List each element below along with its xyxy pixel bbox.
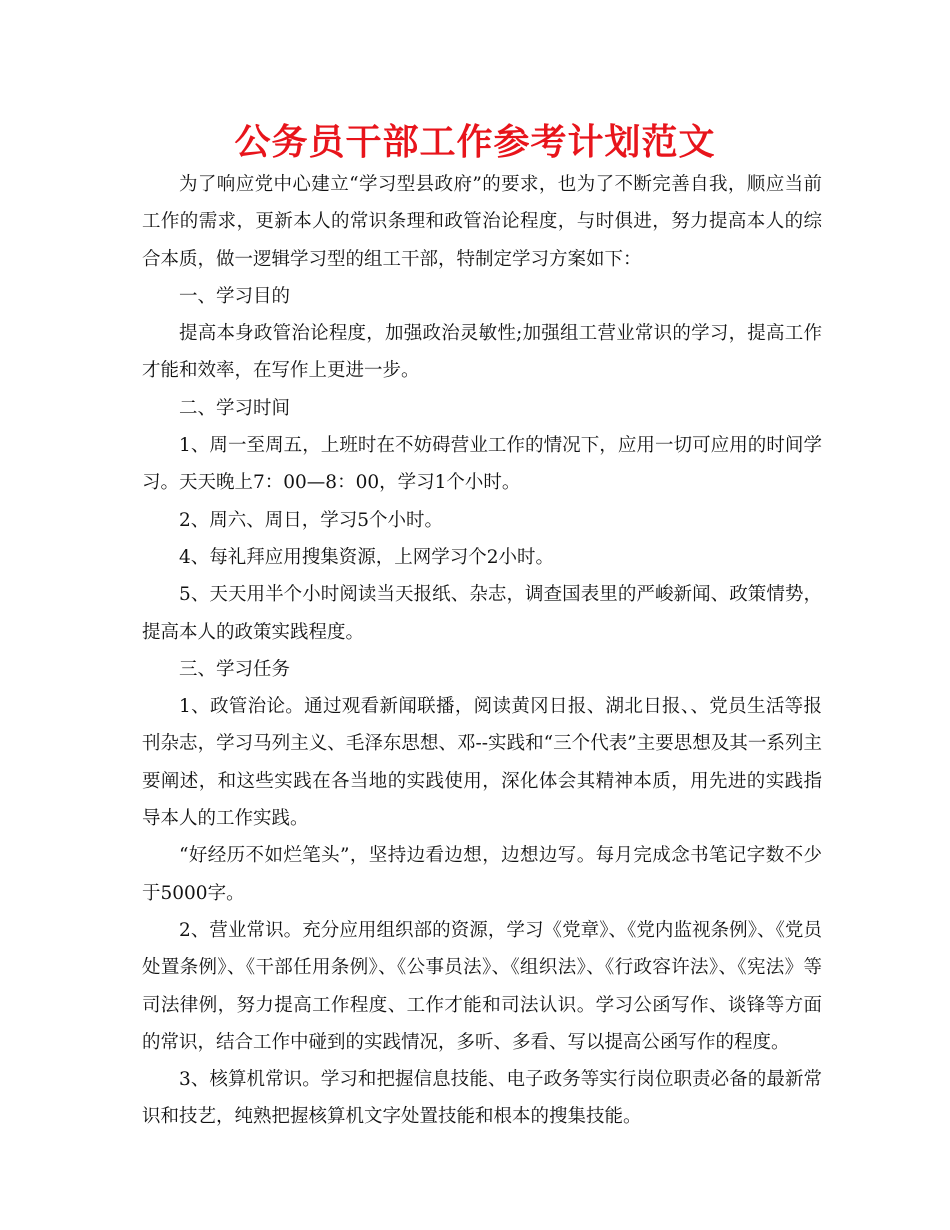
paragraph-task-2: 2、营业常识。充分应用组织部的资源，学习《党章》、《党内监视条例》、《党员处置条例》、《干部任用条例》、《公事员法》、《组织法》、《行政容许法》、《宪法》等司法律例，努力提高工作程度、工作才能和司法认识。学习公函写作、谈锋等方面的常识，结合工作中碰到的实践情况，多听、多看、写以提高公函写作的程度。: [142, 919, 822, 1053]
paragraph-task-notes: “好经历不如烂笔头”，坚持边看边想，边想边写。每月完成念书笔记字数不少于5000字。: [142, 845, 822, 904]
paragraph-time-4: 4、每礼拜应用搜集资源，上网学习个2小时。: [179, 546, 555, 568]
paragraph-time-5: 5、天天用半个小时阅读当天报纸、杂志，调查国表里的严峻新闻、政策情势，提高本人的政策实践程度。: [142, 584, 822, 643]
document-body: [142, 166, 822, 1136]
heading-goal: 一、学习目的: [179, 285, 291, 307]
heading-tasks: 三、学习任务: [179, 658, 291, 680]
paragraph-time-1: 1、周一至周五，上班时在不妨碍营业工作的情况下，应用一切可应用的时间学习。天天晚上7：00—8：00，学习1个小时。: [142, 435, 822, 494]
paragraph-task-1: 1、政管治论。通过观看新闻联播，阅读黄冈日报、湖北日报、、党员生活等报刊杂志，学习马列主义、毛泽东思想、邓--实践和“三个代表”主要思想及其一系列主要阐述，和这些实践在各当地的实践使用，深化体会其精神本质，用先进的实践指导本人的工作实践。: [142, 696, 822, 830]
heading-time: 二、学习时间: [179, 397, 291, 419]
paragraph-task-3: 3、核算机常识。学习和把握信息技能、电子政务等实行岗位职责必备的最新常识和技艺，纯熟把握核算机文字处置技能和根本的搜集技能。: [142, 1069, 822, 1128]
paragraph-time-2: 2、周六、周日，学习5个小时。: [179, 509, 444, 531]
paragraph-goal: 提高本身政管治论程度，加强政治灵敏性;加强组工营业常识的学习，提高工作才能和效率，在写作上更进一步。: [142, 323, 822, 382]
document-title: 公务员干部工作参考计划范文: [234, 122, 716, 163]
paragraph-intro: 为了响应党中心建立“学习型县政府”的要求，也为了不断完善自我，顺应当前工作的需求，更新本人的常识条理和政管治论程度，与时俱进，努力提高本人的综合本质，做一逻辑学习型的组工干部，特制定学习方案如下：: [142, 174, 822, 270]
